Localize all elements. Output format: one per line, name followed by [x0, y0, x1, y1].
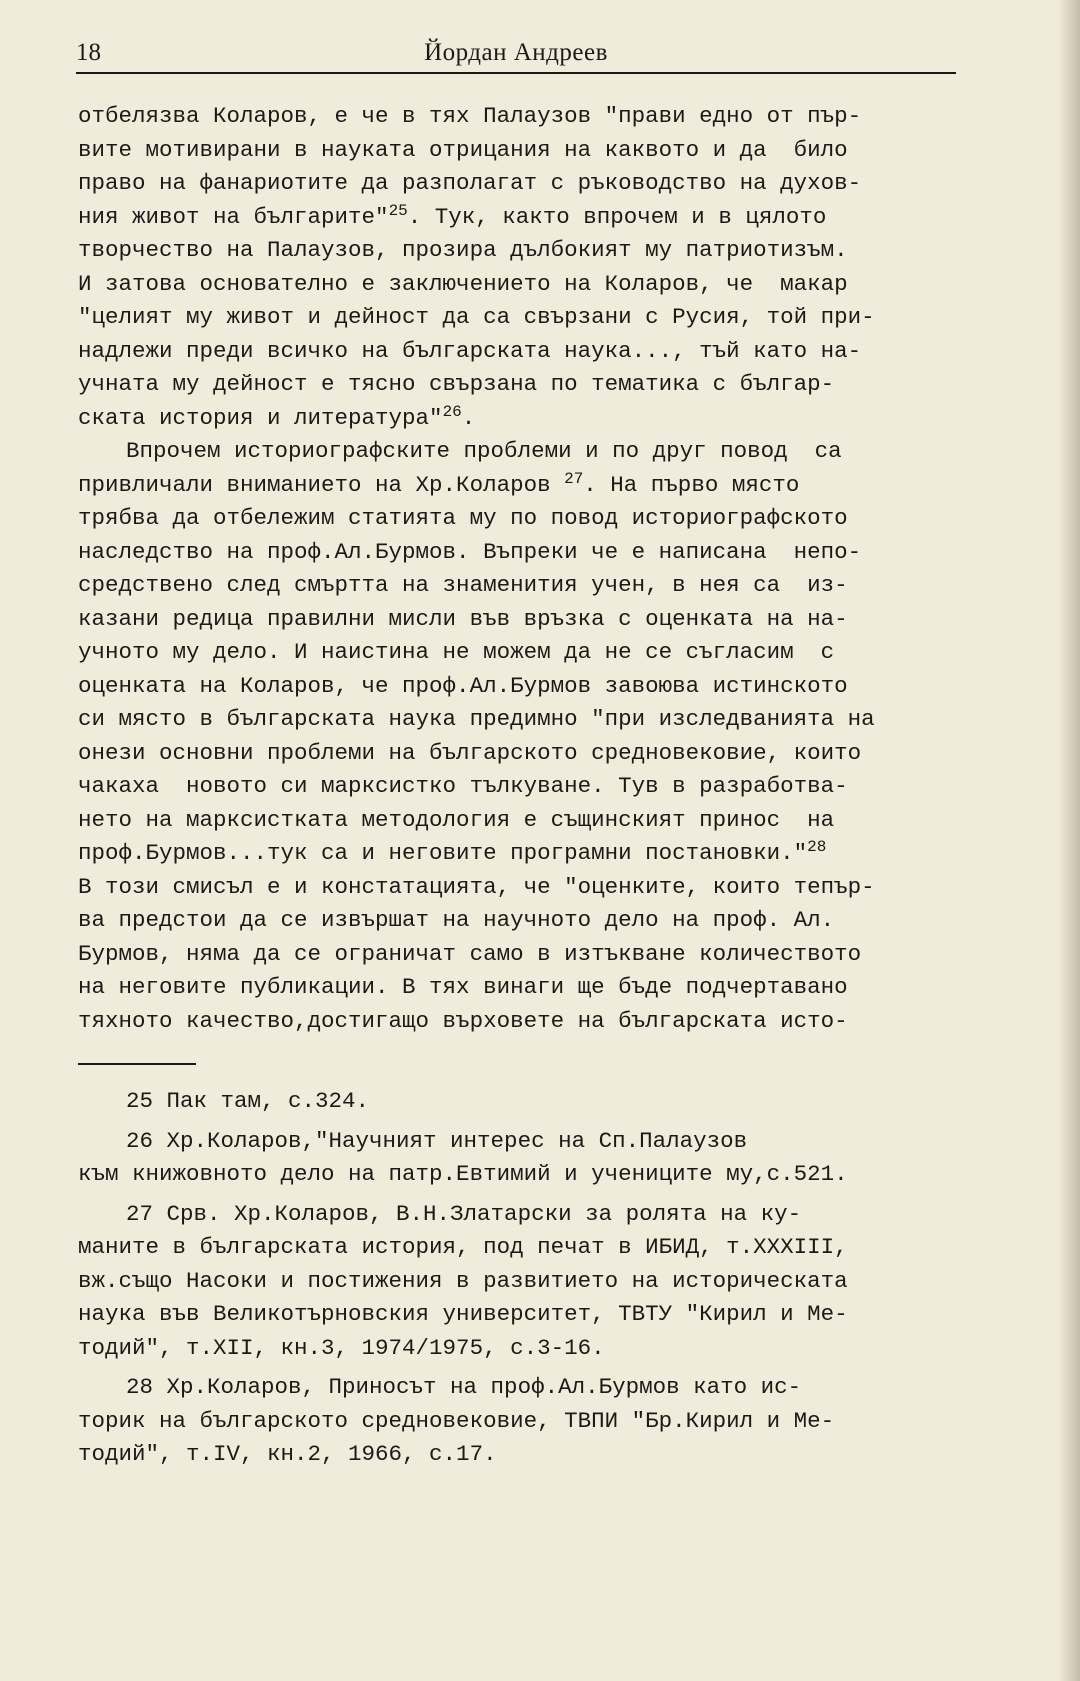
footnote-line: торик на българското средновековие, ТВПИ "Бр.Кирил и Ме-	[78, 1407, 835, 1434]
text-line: право на фанариотите да разполагат с ръководство на духов-	[78, 170, 862, 196]
text-line-part: . Тук, както впрочем и в цялото	[407, 203, 827, 230]
text-line	[78, 402, 968, 436]
text-line: чакаха новото си марксистко тълкуване. Тув в разработва-	[78, 773, 848, 799]
text-line: вите мотивирани в науката отрицания на каквото и да било	[78, 136, 848, 163]
text-line	[78, 469, 968, 503]
running-head: Йордан Андреев	[424, 39, 608, 66]
text-line: на неговите публикации. В тях винаги ще бъде подчертавано	[78, 974, 848, 1000]
text-line: средствено след смъртта на знаменития учен, в нея са из-	[78, 572, 848, 598]
text-line: казани редица правилни мисли във връзка с оценката на на-	[78, 605, 848, 632]
text-line-part: проф.Бурмов...тук са и неговите програмни постановки."	[78, 840, 808, 866]
text-line: творчество на Палаузов, прозира дълбокият му патриотизъм.	[78, 237, 848, 263]
text-line-part: .	[461, 404, 476, 431]
footnotes	[78, 1085, 968, 1478]
footnote-line: 26 Хр.Коларов,"Научният интерес на Сп.Палаузов	[126, 1127, 748, 1154]
footnote-ref-26: 26	[442, 402, 462, 421]
text-line-part: ската история и литература"	[78, 404, 443, 431]
text-line: отбелязва Коларов, е че в тях Палаузов "прави едно от пър-	[78, 103, 862, 129]
text-line: Бурмов, няма да се ограничат само в изтъкване количеството	[78, 940, 862, 967]
text-line: В този смисъл е и констатацията, че "оценките, които тепър-	[78, 873, 875, 900]
text-line: онези основни проблеми на българското средновековие, които	[78, 739, 862, 766]
footnote-line: 25 Пак там, с.324.	[126, 1088, 370, 1114]
text-line: Впрочем историографските проблеми и по друг повод са	[126, 438, 842, 464]
footnote-line: вж.също Насоки и постижения в развитието на историческата	[78, 1267, 848, 1294]
footnote-divider	[78, 1063, 196, 1065]
footnote-line: към книжовното дело на патр.Евтимий и учениците му,с.521.	[78, 1161, 848, 1187]
text-line-part: привличали вниманието на Хр.Коларов	[78, 471, 565, 498]
text-line: ва предстои да се извършат на научното дело на проф. Ал.	[78, 907, 835, 933]
text-line	[78, 201, 968, 235]
text-line: оценката на Коларов, че проф.Ал.Бурмов завоюва истинското	[78, 672, 848, 699]
page-edge-shadow	[1058, 0, 1080, 1681]
text-line: И затова основателно е заключението на Коларов, че макар	[78, 270, 848, 297]
footnote-25	[78, 1085, 968, 1119]
text-line-part: ния живот на българите"	[78, 203, 389, 230]
footnote-28	[78, 1371, 968, 1472]
text-line: учното му дело. И наистина не можем да не се съгласим с	[78, 639, 835, 665]
text-line: трябва да отбележим статията му по повод историографското	[78, 505, 848, 531]
footnote-26	[78, 1125, 968, 1192]
text-line	[78, 837, 968, 871]
text-line: наследство на проф.Ал.Бурмов. Въпреки че е написана непо-	[78, 538, 862, 565]
footnote-ref-27: 27	[564, 469, 584, 488]
footnote-line: наука във Великотърновския университет, ТВТУ "Кирил и Ме-	[78, 1301, 848, 1327]
footnote-line: 28 Хр.Коларов, Приносът на проф.Ал.Бурмов като ис-	[126, 1374, 802, 1400]
footnote-line: тодий", т.IV, кн.2, 1966, с.17.	[78, 1441, 497, 1467]
footnote-line: тодий", т.XII, кн.3, 1974/1975, с.3-16.	[78, 1334, 605, 1361]
footnote-line: маните в българската история, под печат в ИБИД, т.XXXIII,	[78, 1234, 848, 1260]
text-line: "целият му живот и дейност да са свързани с Русия, той при-	[78, 304, 875, 330]
page-header	[76, 38, 956, 74]
text-line: нето на марксистката методология е същинският принос на	[78, 806, 835, 833]
text-line-part: . На първо място	[583, 471, 800, 498]
footnote-ref-25: 25	[388, 201, 408, 220]
text-line: учната му дейност е тясно свързана по тематика с българ-	[78, 371, 835, 397]
footnote-ref-28: 28	[807, 838, 827, 856]
footnote-line: 27 Срв. Хр.Коларов, В.Н.Златарски за ролята на ку-	[126, 1200, 802, 1227]
main-text	[78, 100, 968, 1038]
text-line: тяхното качество,достигащо върховете на българската исто-	[78, 1007, 848, 1034]
footnote-27	[78, 1198, 968, 1366]
text-line: надлежи преди всичко на българската наука..., тъй като на-	[78, 337, 862, 364]
text-line: си място в българската наука предимно "при изследванията на	[78, 706, 875, 732]
page-number: 18	[76, 39, 101, 66]
